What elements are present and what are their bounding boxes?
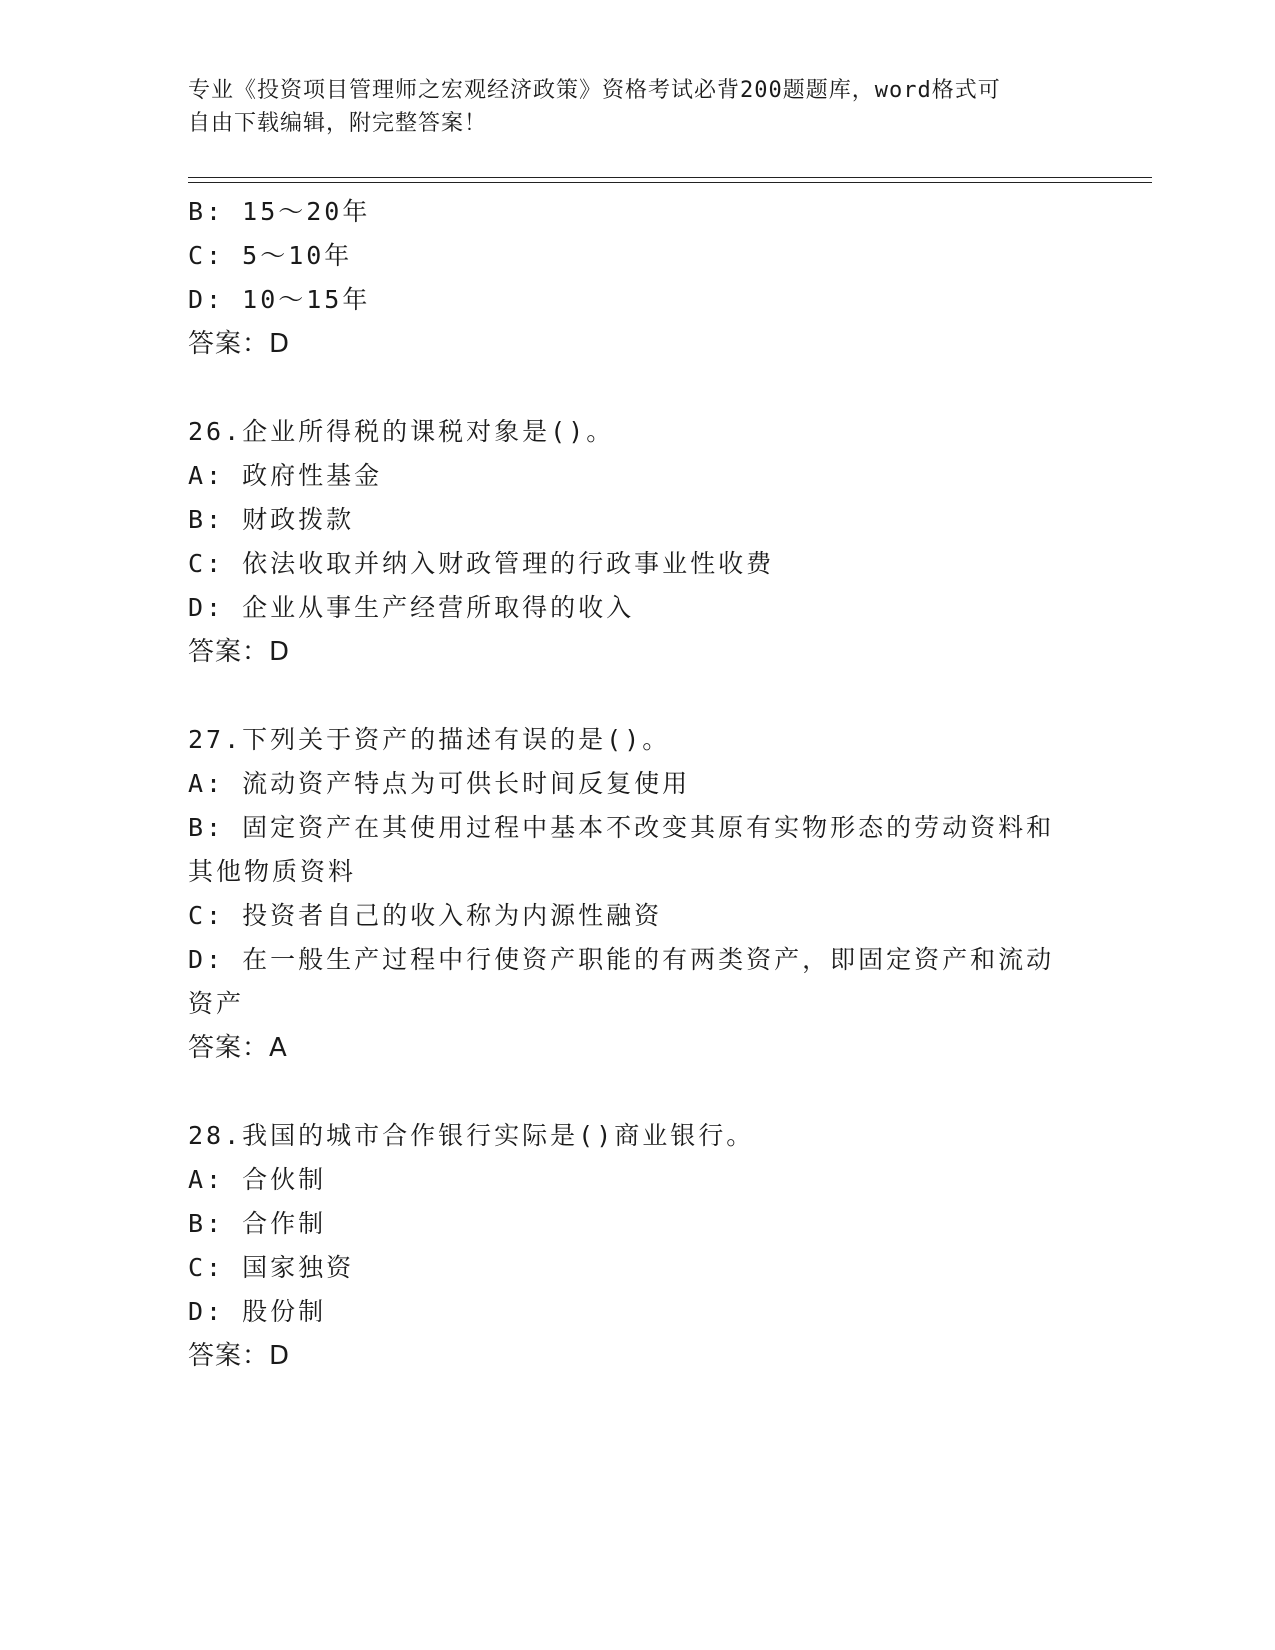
q26-answer: 答案：D (188, 637, 291, 667)
document-header (188, 74, 1068, 140)
q28-option-a: A: 合伙制 (188, 1165, 327, 1194)
q28-stem: 28.我国的城市合作银行实际是()商业银行。 (188, 1121, 755, 1150)
q27-option-b-line1: B: 固定资产在其使用过程中基本不改变其原有实物形态的劳动资料和 (188, 813, 1055, 842)
q26-option-b: B: 财政拨款 (188, 505, 355, 534)
q25-option-c: C: 5～10年 (188, 241, 353, 270)
header-divider-bottom (188, 182, 1152, 183)
q25-option-d: D: 10～15年 (188, 285, 371, 314)
q27-stem: 27.下列关于资产的描述有误的是()。 (188, 725, 671, 754)
q27-option-d-line1: D: 在一般生产过程中行使资产职能的有两类资产，即固定资产和流动 (188, 945, 1055, 974)
q26-stem: 26.企业所得税的课税对象是()。 (188, 417, 615, 446)
q26-option-d: D: 企业从事生产经营所取得的收入 (188, 593, 635, 622)
q27-option-c: C: 投资者自己的收入称为内源性融资 (188, 901, 663, 930)
q28-option-d: D: 股份制 (188, 1297, 327, 1326)
q28-answer: 答案：D (188, 1341, 291, 1371)
q27-option-a: A: 流动资产特点为可供长时间反复使用 (188, 769, 691, 798)
header-divider-top (188, 177, 1152, 178)
q25-answer: 答案：D (188, 329, 291, 359)
q28-option-c: C: 国家独资 (188, 1253, 355, 1282)
q26-option-a: A: 政府性基金 (188, 461, 383, 490)
q27-answer: 答案：A (188, 1033, 288, 1063)
header-line-2: 自由下载编辑，附完整答案！ (188, 111, 488, 136)
header-line-1: 专业《投资项目管理师之宏观经济政策》资格考试必背200题题库，word格式可 (188, 78, 1001, 103)
q28-option-b: B: 合作制 (188, 1209, 327, 1238)
q27-option-b-line2: 其他物质资料 (188, 857, 357, 886)
q25-option-b: B: 15～20年 (188, 197, 371, 226)
q26-option-c: C: 依法收取并纳入财政管理的行政事业性收费 (188, 549, 775, 578)
q27-option-d-line2: 资产 (188, 989, 245, 1018)
